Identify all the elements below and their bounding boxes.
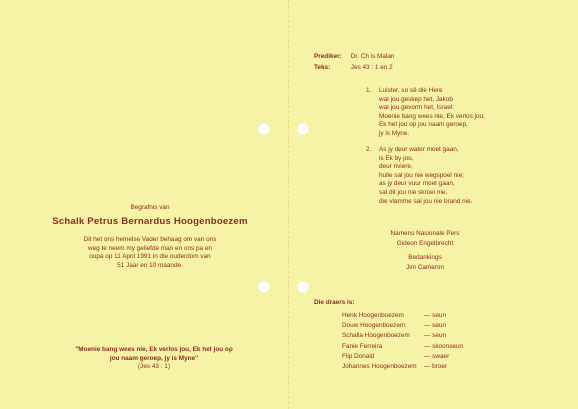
quote-reference: (Jes 43 : 1) <box>138 363 170 371</box>
binder-hole-top <box>258 123 270 135</box>
notice-line: 51 Jaar en 10 maande. <box>117 261 183 269</box>
bearer-name: Schalla Hoogenboezem <box>342 332 410 340</box>
notice-line: oupa op 11 April 1991 in die ouderdom van <box>89 253 211 261</box>
binder-hole-top-right <box>297 123 309 135</box>
binder-hole-bottom <box>258 281 270 293</box>
text-value: Jes 43 : 1 en 2 <box>350 64 393 71</box>
bearers-title: Die draers is: <box>314 299 355 306</box>
bearer-name: Flip Donald <box>342 352 375 360</box>
burial-title: Begrafnis van <box>130 204 170 211</box>
verse-number: 2. <box>366 146 372 153</box>
ack-line: Gideon Engelbrecht <box>396 239 454 247</box>
verse-line: Moenie bang wees nie, Ek verlos jou; <box>379 112 485 120</box>
bearer-relation: — broer <box>424 362 448 370</box>
bearer-relation: — swaer <box>424 352 450 360</box>
ack-line: Namens Nasionale Pers <box>390 230 460 237</box>
scripture-text-row <box>314 64 393 73</box>
bearer-name: Henk Hoogenboezem <box>342 312 404 319</box>
ack-line: Jim Cameron <box>406 263 444 271</box>
verse-lines <box>379 146 472 206</box>
verse-line: sal dit jou nie skroei nie, <box>379 188 448 196</box>
verse-line: deur riviere, <box>379 163 413 171</box>
verse-lines <box>379 87 485 139</box>
text-label: Teks: <box>314 64 331 71</box>
notice-line: weg te neem my geliefde man en ons pa en <box>88 244 212 252</box>
bearer-relation: — seun <box>424 312 447 319</box>
preacher-value: Dr. Ch is Malan <box>350 53 395 60</box>
notice-line: Dit het ons hemelse Vader behaag om van ons <box>83 236 217 243</box>
bearer-name: Fanie Ferreira <box>342 342 383 350</box>
verse-line: die vlamme sal jou nie brand nie. <box>379 197 473 205</box>
verse-line: As jy deur water moet gaan, <box>379 146 459 153</box>
verse-line: Ek het jou op jou naam geroep, <box>379 121 468 129</box>
verse-line: wat jou gevorm het, Israel: <box>379 104 454 112</box>
verse-number: 1. <box>366 87 372 94</box>
deceased-name: Schalk Petrus Bernardus Hoogenboezem <box>52 216 248 227</box>
bearer-relation: — seun <box>424 332 447 340</box>
verse-line: as jy deur vuur moet gaan, <box>379 180 455 188</box>
preacher-row <box>314 53 394 62</box>
bearer-name: Douw Hoogenboezem <box>342 322 406 330</box>
quote-line: "Moenie bang wees nie, Ek verlos jou, Ek het jou op <box>75 346 233 353</box>
verse-line: wat jou geskep het, Jakob <box>379 95 453 103</box>
verse-line: jy is Myne. <box>379 129 410 137</box>
bearer-relation: — skoonseun <box>424 342 464 350</box>
preacher-label: Prediker: <box>314 53 342 60</box>
death-notice <box>52 236 248 270</box>
quote-line: jou naam geroep, jy is Myne" <box>109 354 199 362</box>
bearer-relation: — seun <box>424 322 447 330</box>
verse-line: Luister, so sê die Here <box>379 87 443 94</box>
ack-line: Bedankings <box>408 254 442 262</box>
center-fold <box>288 0 289 409</box>
scripture-quote <box>40 346 268 372</box>
verse-line: is Ek by jou, <box>379 154 414 162</box>
binder-hole-bottom-right <box>297 281 309 293</box>
acknowledgements <box>370 230 480 272</box>
verse-line: hulle sal jou nie wegspoel nie; <box>379 171 464 179</box>
bearer-name: Johannes Hoogenboezem <box>342 362 417 370</box>
